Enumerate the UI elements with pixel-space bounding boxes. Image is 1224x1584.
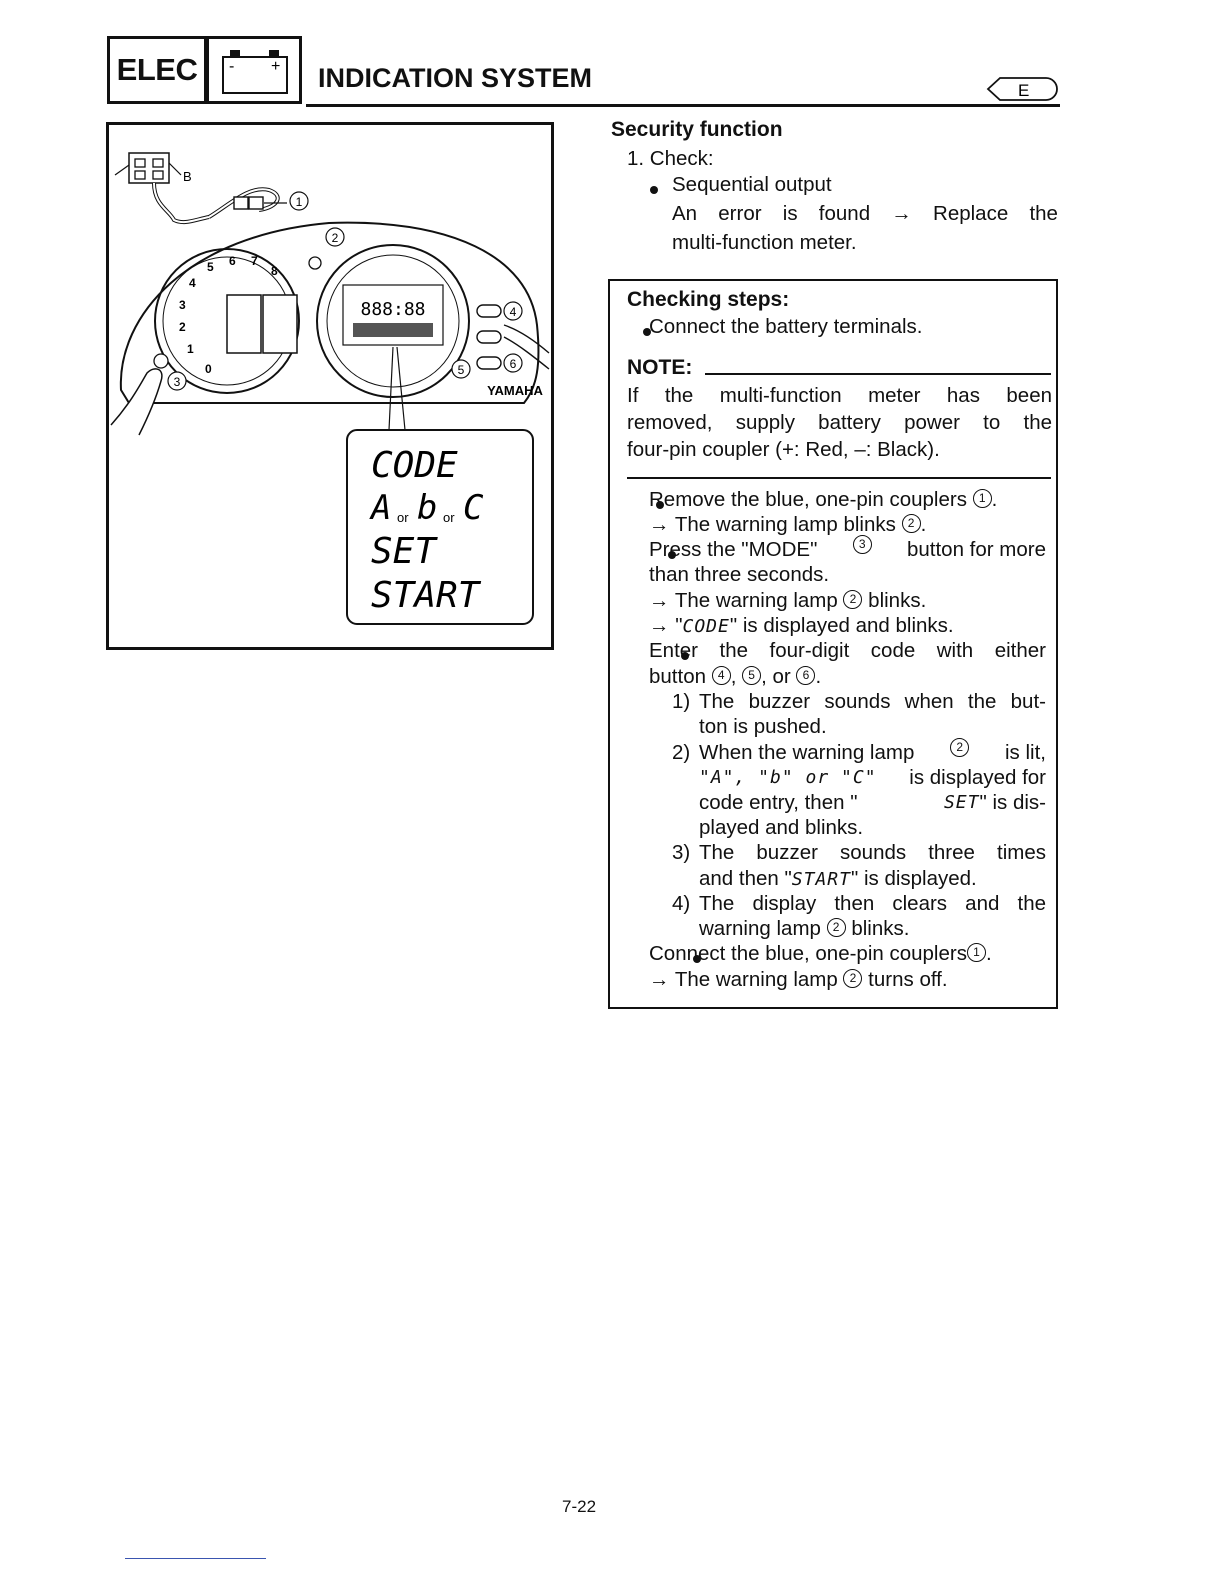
language-badge [980,76,1058,102]
tach-6: 6 [229,254,236,268]
lcd-drawing [317,245,469,397]
sub-step-3-number: 3) [672,841,691,864]
sub-step-4-line1: The display then clears and the [699,892,1046,915]
step-connect-battery: Connect the battery terminals. [649,315,923,338]
callout-1: 1 [295,195,303,209]
sub-step-3-line2: and then "START" is displayed. [699,867,977,890]
multi-function-meter-illustration [109,125,551,647]
tachometer-drawing [155,249,299,393]
sequential-output-label: Sequential output [672,173,832,196]
page-title: INDICATION SYSTEM [318,63,593,93]
inset-or-2: or [443,510,455,525]
lcd-top-digits: 888:88 [360,299,426,320]
tach-5: 5 [207,260,214,274]
tach-4: 4 [189,276,196,290]
brand-logo-text: YAMAHA [487,383,543,398]
sub-step-2-line3: code entry, then " SET " is dis- [699,791,1046,814]
header-rule [306,104,1060,107]
sub-step-3-line1: The buzzer sounds three times [699,841,1046,864]
step-enter-code-line2: button 4 , 5 , or 6 . [649,665,822,688]
tach-8: 8 [271,264,278,278]
check-item: 1. Check: [627,147,714,170]
page-number: 7-22 [562,1497,597,1516]
sub-step-4-line2: warning lamp 2 blinks. [699,917,910,940]
callout-5: 5 [457,363,465,377]
sub-step-2-line1: When the warning lamp 2 is lit, [699,740,1046,764]
language-badge-letter: E [1018,81,1030,100]
callout-4: 4 [509,305,517,319]
note-rule [705,373,1051,375]
note-line-2: removed, supply battery power to the [627,411,1052,434]
checking-steps-title: Checking steps: [627,288,790,311]
callout-3: 3 [173,375,181,389]
battery-minus-sign: - [229,58,235,75]
inset-set: SET [371,531,437,572]
section-code: ELEC [116,52,198,87]
section-code-box [107,36,207,104]
connector-drawing [115,153,287,222]
step-connect-blue-result: → The warning lamp 2 turns off. [649,968,948,991]
sub-step-1-line1: The buzzer sounds when the but- [699,690,1046,713]
tach-7: 7 [251,254,258,268]
note-label: NOTE: [627,356,693,379]
callout-6: 6 [509,357,517,371]
battery-plus-sign: + [271,58,281,75]
note-line-1: If the multi-function meter has been [627,384,1052,407]
sub-step-1-number: 1) [672,690,691,713]
callout-2: 2 [331,231,339,245]
note-line-3: four-pin coupler (+: Red, –: Black). [627,438,940,461]
connector-label: B [183,169,192,184]
inset-code: CODE [371,445,458,486]
error-line: An error is found → Replace the [672,202,1058,225]
step-enter-code: Enter the four-digit code with either [649,639,1046,662]
tach-0: 0 [205,362,212,376]
step-connect-blue: Connect the blue, one-pin couplers 1 . [649,942,992,965]
battery-symbol-box [206,36,302,104]
sub-step-4-number: 4) [672,892,691,915]
sub-step-2-line4: played and blinks. [699,816,864,839]
inset-c: C [463,488,484,528]
inset-b: b [417,488,438,528]
step-remove: Remove the blue, one-pin couplers 1 . [649,488,998,511]
step-remove-result: → The warning lamp blinks 2 . [649,513,927,536]
inset-start: START [371,575,480,616]
meter-figure [106,122,554,650]
sub-step-1-line2: ton is pushed. [699,715,827,738]
note-rule [627,477,1051,479]
sub-step-2-line2: "A", "b" or "C" is displayed for [699,766,1046,789]
inset-a: A [371,488,392,528]
sub-step-2-number: 2) [672,741,691,764]
bottom-rule [125,1558,266,1559]
error-line-2: multi-function meter. [672,231,857,254]
tach-3: 3 [179,298,186,312]
step-press-result-1: → The warning lamp 2 blinks. [649,589,927,612]
bullet-icon [650,186,658,194]
security-function-title: Security function [611,118,783,141]
step-press-result-2: → "CODE" is displayed and blinks. [649,614,954,637]
tach-2: 2 [179,320,186,334]
tach-1: 1 [187,342,194,356]
inset-or-1: or [397,510,409,525]
step-press-mode: Press the "MODE" 3 button for more [649,537,1046,561]
battery-icon [209,39,299,101]
step-press-mode-line2: than three seconds. [649,563,830,586]
